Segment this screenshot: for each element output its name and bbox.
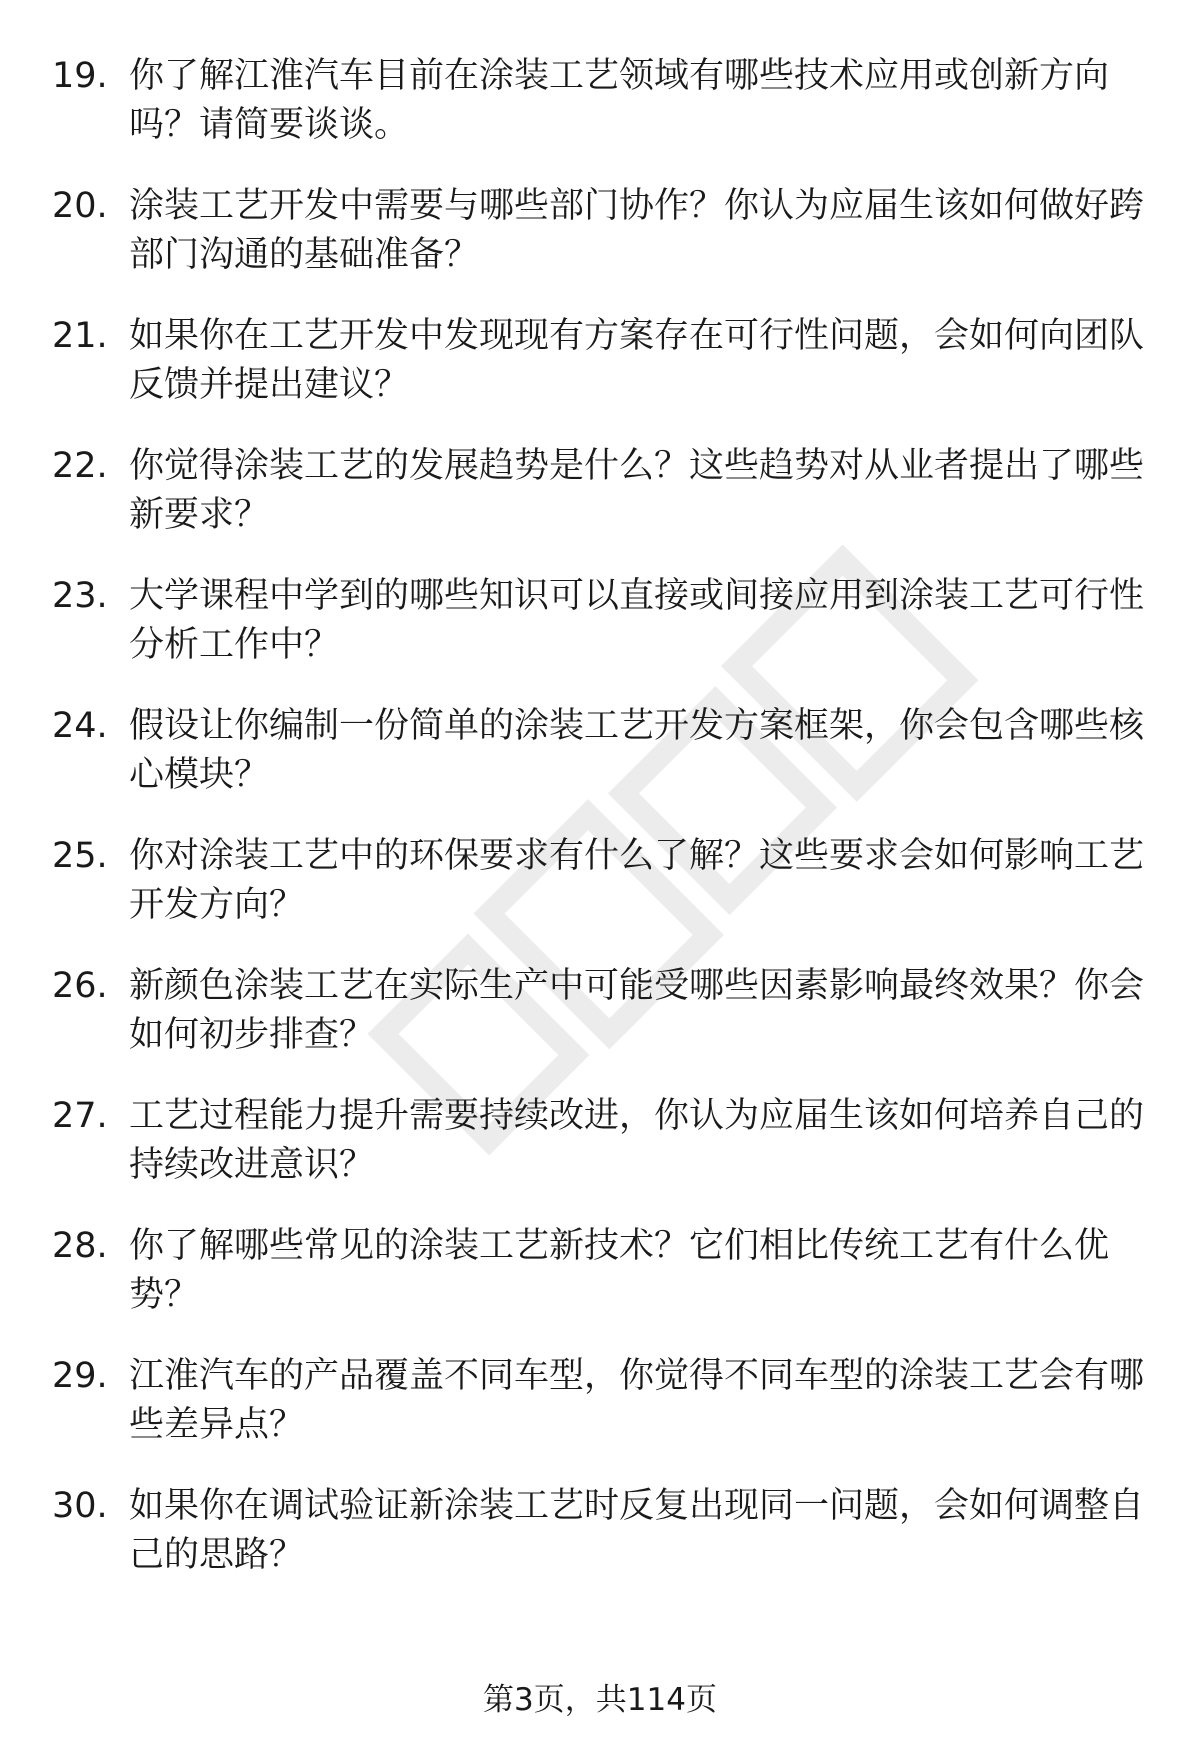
question-number: 30. <box>52 1486 108 1526</box>
question-text: 大学课程中学到的哪些知识可以直接或间接应用到涂装工艺可行性分析工作中？ <box>129 576 1145 665</box>
question-item <box>52 572 1152 702</box>
question-number: 22. <box>52 446 108 486</box>
question-text: 江淮汽车的产品覆盖不同车型，你觉得不同车型的涂装工艺会有哪些差异点？ <box>129 1356 1145 1445</box>
question-item <box>52 702 1152 832</box>
question-item <box>52 312 1152 442</box>
question-item <box>52 1092 1152 1222</box>
question-item <box>52 1352 1152 1482</box>
question-text: 涂装工艺开发中需要与哪些部门协作？你认为应届生该如何做好跨部门沟通的基础准备？ <box>129 186 1145 275</box>
question-item <box>52 832 1152 962</box>
question-number: 20. <box>52 186 108 226</box>
question-text: 工艺过程能力提升需要持续改进，你认为应届生该如何培养自己的持续改进意识？ <box>129 1096 1145 1185</box>
question-number: 19. <box>52 56 108 96</box>
question-item <box>52 1482 1152 1612</box>
question-text: 新颜色涂装工艺在实际生产中可能受哪些因素影响最终效果？你会如何初步排查？ <box>129 966 1145 1055</box>
question-text: 你对涂装工艺中的环保要求有什么了解？这些要求会如何影响工艺开发方向？ <box>129 836 1145 925</box>
question-number: 23. <box>52 576 108 616</box>
question-number: 26. <box>52 966 108 1006</box>
question-number: 28. <box>52 1226 108 1266</box>
question-number: 29. <box>52 1356 108 1396</box>
question-text: 如果你在调试验证新涂装工艺时反复出现同一问题，会如何调整自己的思路？ <box>129 1486 1145 1575</box>
question-number: 27. <box>52 1096 108 1136</box>
question-item <box>52 442 1152 572</box>
question-list <box>52 52 1152 1612</box>
question-number: 25. <box>52 836 108 876</box>
page-footer: 第3页，共114页 <box>483 1682 717 1718</box>
question-item <box>52 1222 1152 1352</box>
question-item <box>52 52 1152 182</box>
question-text: 你了解哪些常见的涂装工艺新技术？它们相比传统工艺有什么优势？ <box>129 1226 1110 1315</box>
question-text: 如果你在工艺开发中发现现有方案存在可行性问题，会如何向团队反馈并提出建议？ <box>129 316 1145 405</box>
question-text: 你了解江淮汽车目前在涂装工艺领域有哪些技术应用或创新方向吗？请简要谈谈。 <box>129 56 1110 145</box>
question-number: 24. <box>52 706 108 746</box>
question-text: 假设让你编制一份简单的涂装工艺开发方案框架，你会包含哪些核心模块？ <box>129 706 1145 795</box>
question-number: 21. <box>52 316 108 356</box>
question-text: 你觉得涂装工艺的发展趋势是什么？这些趋势对从业者提出了哪些新要求？ <box>129 446 1145 535</box>
question-item <box>52 962 1152 1092</box>
question-item <box>52 182 1152 312</box>
